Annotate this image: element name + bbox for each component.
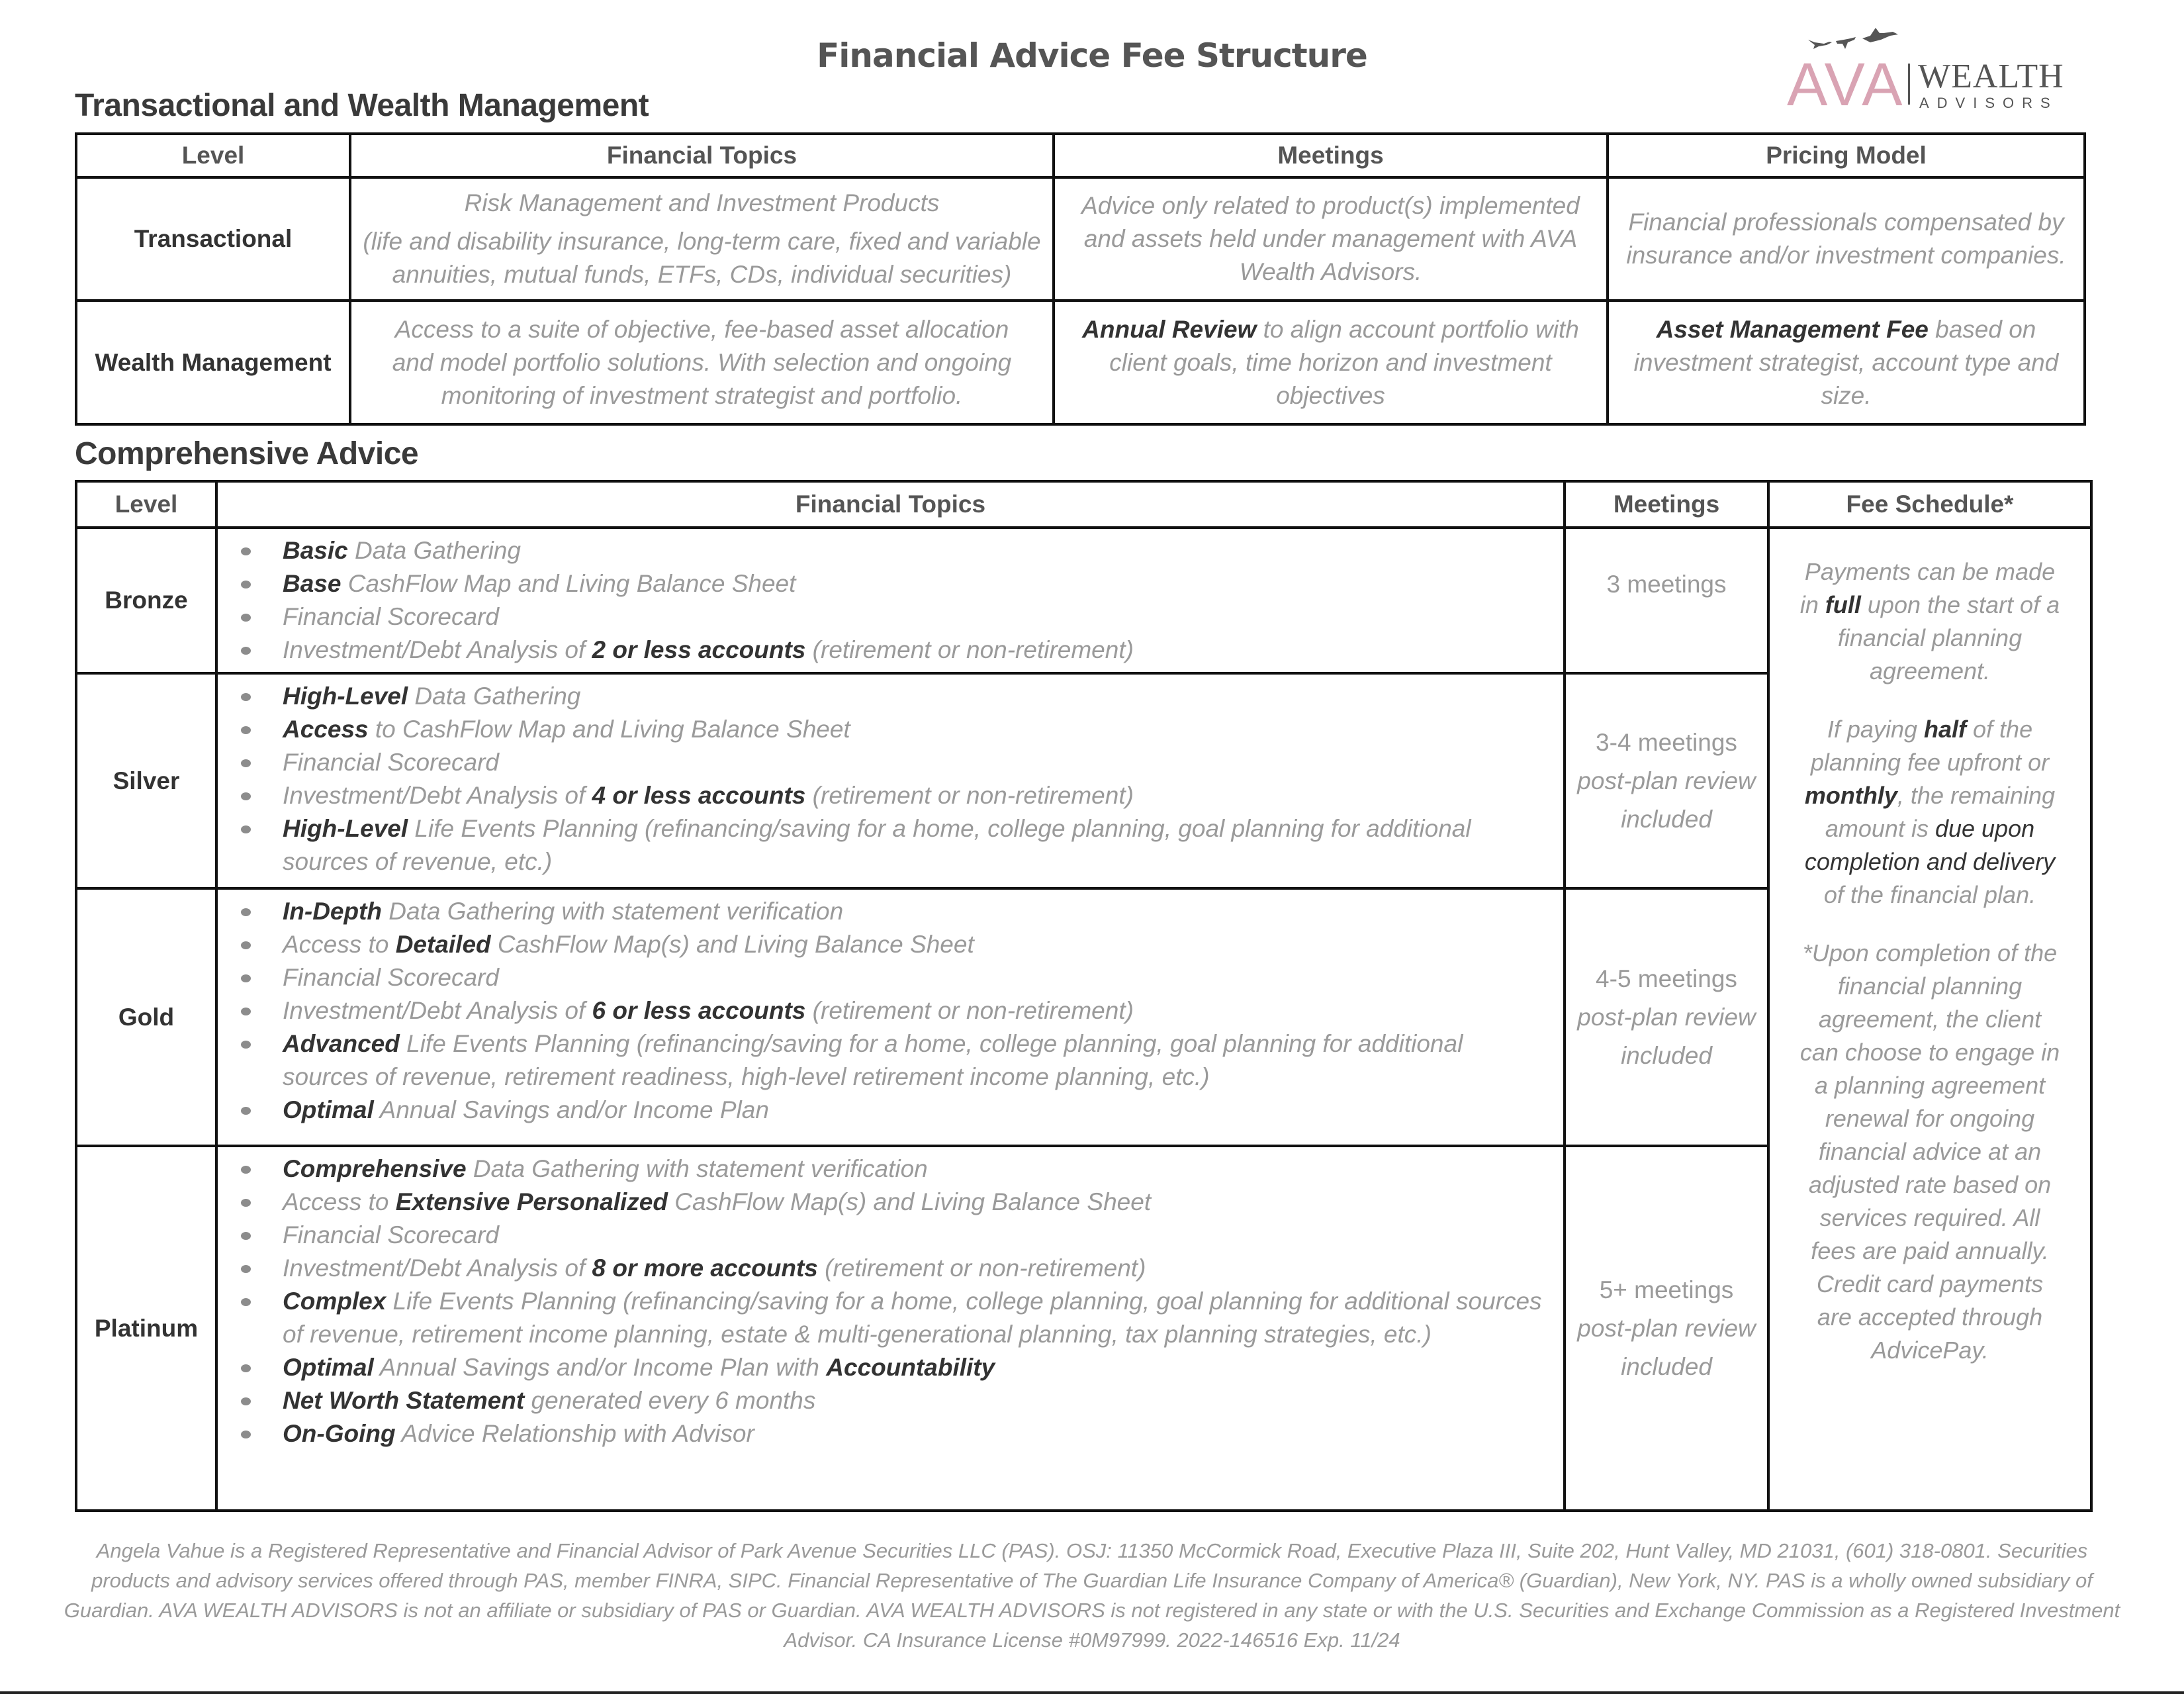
list-item — [231, 1153, 1550, 1186]
item-text: Data Gathering — [347, 537, 521, 564]
section-heading-comprehensive: Comprehensive Advice — [75, 436, 419, 471]
item-text: Investment/Debt Analysis of — [283, 1254, 592, 1282]
topics-detail: (life and disability insurance, long-term care, fixed and variable annuities, mutual funds, ETFs, CDs, individual securities) — [363, 228, 1041, 288]
topics-list — [231, 1153, 1550, 1450]
meetings-note: post-plan review included — [1577, 1314, 1756, 1380]
item-emphasis: Accountability — [826, 1354, 995, 1381]
item-text: Investment/Debt Analysis of — [283, 997, 592, 1024]
topics-list — [231, 680, 1550, 878]
item-emphasis: Access — [283, 716, 369, 743]
col-header-meetings: Meetings — [1565, 481, 1768, 528]
item-emphasis: High-Level — [283, 682, 408, 710]
topics-heading: Risk Management and Investment Products — [464, 189, 940, 216]
col-header-pricing-model: Pricing Model — [1608, 134, 2085, 177]
logo-divider — [1908, 64, 1910, 105]
list-item — [231, 534, 1550, 567]
list-item — [231, 746, 1550, 779]
table-header-row — [76, 134, 2085, 177]
meetings-cell: Advice only related to product(s) implemented and assets held under management with AVA Wealth Advisors. — [1054, 177, 1608, 301]
item-emphasis: Optimal — [283, 1354, 374, 1381]
item-emphasis: Basic — [283, 537, 348, 564]
topics-list — [231, 534, 1550, 667]
level-cell: Silver — [76, 673, 216, 888]
fee-text: If paying — [1827, 716, 1924, 743]
list-item — [231, 567, 1550, 600]
item-emphasis: 6 or less accounts — [592, 997, 806, 1024]
item-text: Financial Scorecard — [283, 603, 499, 630]
item-text: (retirement or non-retirement) — [805, 782, 1134, 809]
table-header-row — [76, 481, 2091, 528]
topics-list — [231, 895, 1550, 1127]
item-text: CashFlow Map and Living Balance Sheet — [341, 570, 796, 597]
fee-text: upon the start of a financial planning agreement. — [1837, 591, 2060, 684]
list-item — [231, 1252, 1550, 1285]
fee-paragraph-renewal: *Upon completion of the financial planning agreement, the client can choose to engage in a planning agreement renewal for ongoing financial advice at an adjusted rate based on services required. All fees are paid annually. Credit card payments are accepted through AdvicePay. — [1799, 939, 2060, 1364]
item-text: Financial Scorecard — [283, 964, 499, 991]
item-text: Investment/Debt Analysis of — [283, 782, 592, 809]
level-cell: Bronze — [76, 528, 216, 673]
item-text: Life Events Planning (refinancing/saving for a home, college planning, goal planning for additional sources of revenue, retirement income planning, estate & multi-generational planning, tax planning strategies, etc.) — [283, 1288, 1542, 1348]
item-text: Data Gathering with statement verification — [466, 1155, 928, 1182]
col-header-level: Level — [76, 481, 216, 528]
item-text: Annual Savings and/or Income Plan — [373, 1096, 769, 1123]
meetings-count: 5+ meetings — [1599, 1276, 1734, 1303]
topics-cell — [216, 673, 1565, 888]
fee-text: Payments can be made in — [1799, 558, 2056, 618]
meetings-count: 4-5 meetings — [1596, 965, 1737, 992]
fee-text: of the planning fee upfront or — [1810, 716, 2050, 776]
item-emphasis: Net Worth Statement — [283, 1387, 525, 1414]
page-bottom-edge — [0, 1691, 2184, 1694]
col-header-fee-schedule: Fee Schedule* — [1768, 481, 2091, 528]
list-item — [231, 713, 1550, 746]
meetings-note: post-plan review included — [1577, 1003, 1756, 1069]
fee-emphasis: monthly — [1804, 782, 1897, 809]
level-cell: Transactional — [76, 177, 350, 301]
col-header-meetings: Meetings — [1054, 134, 1608, 177]
level-cell: Platinum — [76, 1146, 216, 1511]
level-cell: Wealth Management — [76, 301, 350, 424]
item-emphasis: In-Depth — [283, 898, 383, 925]
meetings-count: 3-4 meetings — [1596, 728, 1737, 756]
fee-paragraph-half — [1796, 713, 2064, 912]
fee-schedule-cell — [1768, 528, 2091, 1511]
meetings-note: post-plan review included — [1577, 767, 1756, 833]
list-item — [231, 1285, 1550, 1351]
item-text: (retirement or non-retirement) — [817, 1254, 1146, 1282]
logo-brand: AVA — [1787, 51, 1904, 118]
logo-line1: WEALTH — [1918, 58, 2064, 95]
table-row-transactional — [76, 177, 2085, 301]
col-header-level: Level — [76, 134, 350, 177]
list-item — [231, 1384, 1550, 1417]
item-emphasis: Base — [283, 570, 341, 597]
item-text: Advice Relationship with Advisor — [395, 1420, 754, 1447]
topics-cell — [216, 528, 1565, 673]
section-heading-transactional: Transactional and Wealth Management — [75, 88, 649, 123]
list-item — [231, 680, 1550, 713]
item-emphasis: High-Level — [283, 815, 408, 842]
item-text: (retirement or non-retirement) — [805, 636, 1134, 663]
item-text: Life Events Planning (refinancing/saving for a home, college planning, goal planning for additional sources of revenue, etc.) — [283, 815, 1471, 875]
transactional-wealth-table — [75, 132, 2086, 426]
item-text: Access to — [283, 1188, 396, 1215]
pricing-cell — [1608, 301, 2085, 424]
list-item — [231, 634, 1550, 667]
list-item — [231, 600, 1550, 634]
meetings-cell — [1565, 673, 1768, 888]
list-item — [231, 1027, 1550, 1094]
meetings-cell — [1054, 301, 1608, 424]
item-text: Annual Savings and/or Income Plan with — [373, 1354, 827, 1381]
item-text: Investment/Debt Analysis of — [283, 636, 592, 663]
col-header-financial-topics: Financial Topics — [350, 134, 1054, 177]
list-item — [231, 1417, 1550, 1450]
item-text: Financial Scorecard — [283, 749, 499, 776]
list-item — [231, 895, 1550, 928]
item-text: generated every 6 months — [524, 1387, 816, 1414]
list-item — [231, 994, 1550, 1027]
item-emphasis: Detailed — [395, 931, 491, 958]
meetings-cell — [1565, 528, 1768, 673]
meetings-text: to align account portfolio with client goals, time horizon and investment objectives — [1109, 315, 1579, 409]
item-emphasis: Comprehensive — [283, 1155, 467, 1182]
item-emphasis: 4 or less accounts — [592, 782, 806, 809]
pricing-cell: Financial professionals compensated by insurance and/or investment companies. — [1608, 177, 2085, 301]
logo-line2: ADVISORS — [1919, 95, 2058, 111]
item-text: CashFlow Map(s) and Living Balance Sheet — [668, 1188, 1152, 1215]
page-title: Financial Advice Fee Structure — [817, 36, 1367, 75]
fee-paragraph-full — [1796, 555, 2064, 688]
fee-emphasis: full — [1825, 591, 1861, 618]
item-emphasis: 8 or more accounts — [592, 1254, 818, 1282]
topics-cell — [216, 1146, 1565, 1511]
meetings-cell — [1565, 1146, 1768, 1511]
fee-emphasis: due upon completion and delivery — [1804, 815, 2056, 875]
item-text: Financial Scorecard — [283, 1221, 499, 1248]
fee-emphasis: half — [1924, 716, 1967, 743]
topics-cell — [216, 888, 1565, 1146]
item-text: Access to — [283, 931, 396, 958]
list-item — [231, 1186, 1550, 1219]
item-emphasis: Advanced — [283, 1030, 400, 1057]
item-text: to CashFlow Map and Living Balance Sheet — [368, 716, 850, 743]
item-text: Data Gathering with statement verification — [382, 898, 844, 925]
topics-cell: Access to a suite of objective, fee-based asset allocation and model portfolio solutions. With selection and ongoing monitoring of investment strategist and portfolio. — [350, 301, 1054, 424]
topics-cell — [350, 177, 1054, 301]
col-header-financial-topics: Financial Topics — [216, 481, 1565, 528]
item-emphasis: Extensive Personalized — [395, 1188, 668, 1215]
item-text: Data Gathering — [408, 682, 581, 710]
item-emphasis: 2 or less accounts — [592, 636, 806, 663]
item-emphasis: On-Going — [283, 1420, 396, 1447]
item-text: Life Events Planning (refinancing/saving for a home, college planning, goal planning for additional sources of revenue, retirement readiness, high-level retirement income planning, etc.) — [283, 1030, 1463, 1090]
list-item — [231, 779, 1550, 812]
comprehensive-advice-table — [75, 480, 2093, 1512]
item-text: CashFlow Map(s) and Living Balance Sheet — [490, 931, 974, 958]
list-item — [231, 1219, 1550, 1252]
legal-disclaimer: Angela Vahue is a Registered Representative and Financial Advisor of Park Avenue Securities LLC (PAS). OSJ: 11350 McCormick Road, Executive Plaza III, Suite 202, Hunt Valley, MD 21031, (601) 318-0801. Securities products and advisory services offered through PAS, member FINRA, SIPC. Financial Representative of The Guardian Life Insurance Company of America® (Guardian), New York, NY. PAS is a wholly owned subsidiary of Guardian. AVA WEALTH ADVISORS is not an affiliate or subsidiary of PAS or Guardian. AVA WEALTH ADVISORS is not registered in any state or with the U.S. Securities and Exchange Commission as a Registered Investment Advisor. CA Insurance License #0M97999. 2022-146516 Exp. 11/24 — [64, 1539, 2120, 1652]
meetings-count: 3 meetings — [1606, 571, 1727, 598]
list-item — [231, 1094, 1550, 1127]
pricing-emphasis: Asset Management Fee — [1656, 315, 1929, 343]
list-item — [231, 1351, 1550, 1384]
item-text: (retirement or non-retirement) — [805, 997, 1134, 1024]
company-logo — [1787, 26, 2105, 118]
list-item — [231, 961, 1550, 994]
item-emphasis: Optimal — [283, 1096, 374, 1123]
fee-text: , the remaining amount is — [1825, 782, 2056, 842]
table-row-bronze — [76, 528, 2091, 673]
list-item — [231, 928, 1550, 961]
table-row-wealth-management — [76, 301, 2085, 424]
item-emphasis: Complex — [283, 1288, 387, 1315]
meetings-emphasis: Annual Review — [1082, 315, 1257, 343]
pricing-text: based on investment strategist, account type and size. — [1633, 315, 2059, 409]
level-cell: Gold — [76, 888, 216, 1146]
fee-text: of the financial plan. — [1823, 881, 2036, 908]
list-item — [231, 812, 1550, 878]
meetings-cell — [1565, 888, 1768, 1146]
